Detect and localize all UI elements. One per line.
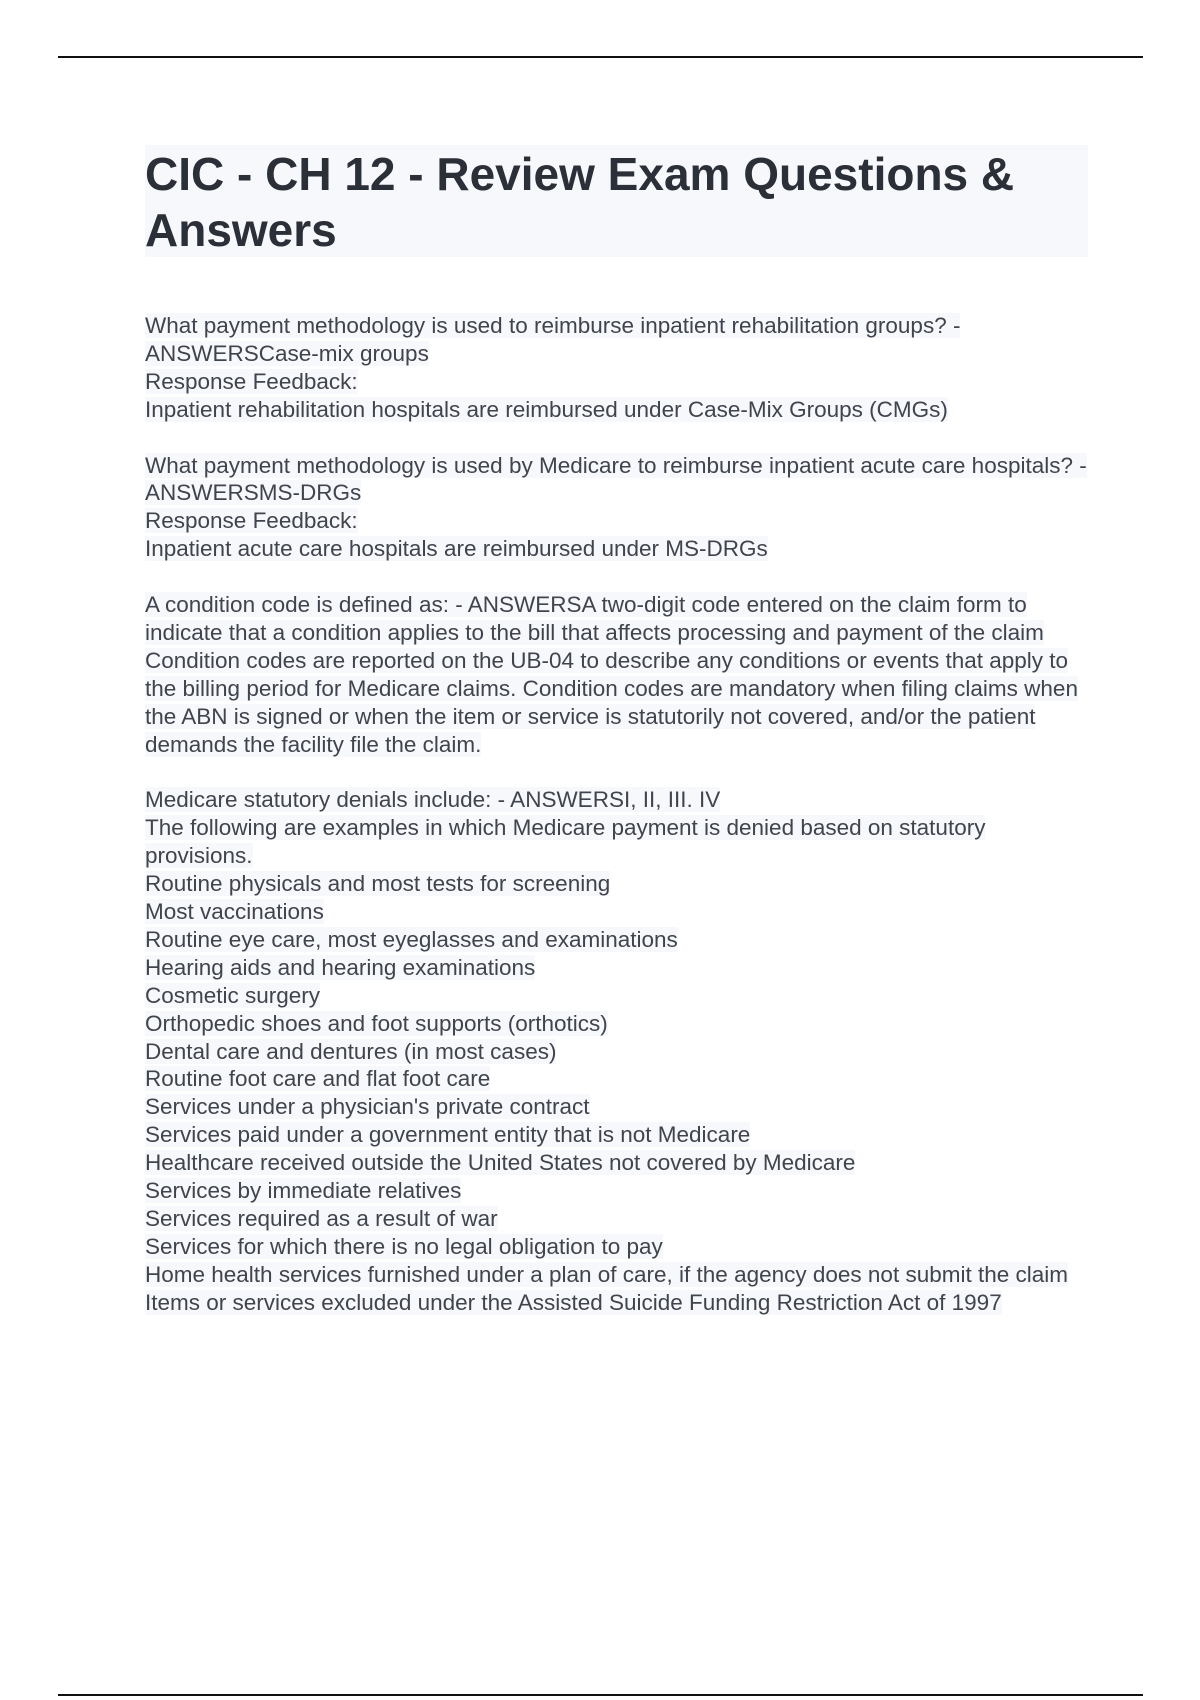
document-body [145,312,1090,1344]
list-item: Routine foot care and flat foot care [145,1066,491,1092]
page-title: CIC - CH 12 - Review Exam Questions & Answers [145,148,1015,256]
list-item: Most vaccinations [145,898,324,924]
top-rule [58,56,1143,58]
qa-item-2 [145,452,1090,564]
question-line: What payment methodology is used by Medicare to reimburse inpatient acute care hospitals? - ANSWERSMS-DRGs [145,452,1087,506]
qa-item-1 [145,312,1090,424]
feedback-text: The following are examples in which Medicare payment is denied based on statutory provisions. [145,815,986,869]
feedback-label: Response Feedback: [145,508,358,534]
list-item: Services under a physician's private contract [145,1094,590,1120]
list-item: Home health services furnished under a plan of care, if the agency does not submit the claim [145,1261,1069,1287]
bottom-rule [58,1694,1143,1696]
list-item: Routine eye care, most eyeglasses and examinations [145,926,678,952]
list-item: Services for which there is no legal obligation to pay [145,1233,663,1259]
feedback-label: Response Feedback: [145,368,358,394]
list-item: Orthopedic shoes and foot supports (orthotics) [145,1010,608,1036]
qa-item-4 [145,786,1090,1316]
list-item: Services by immediate relatives [145,1178,462,1204]
feedback-text: Condition codes are reported on the UB-04 to describe any conditions or events that apply to the billing period for Medicare claims. Condition codes are mandatory when filing claims when the ABN is signed or when the item or service is statutorily not covered, and/or the patient demands the facility file the claim. [145,647,1078,757]
list-item: Healthcare received outside the United States not covered by Medicare [145,1150,856,1176]
feedback-text: Inpatient rehabilitation hospitals are reimbursed under Case-Mix Groups (CMGs) [145,396,948,422]
feedback-text: Inpatient acute care hospitals are reimbursed under MS-DRGs [145,536,768,562]
question-line: A condition code is defined as: - ANSWERSA two-digit code entered on the claim form to indicate that a condition applies to the bill that affects processing and payment of the claim [145,592,1044,645]
list-item: Cosmetic surgery [145,982,321,1008]
list-item: Services paid under a government entity that is not Medicare [145,1122,751,1148]
question-line: Medicare statutory denials include: - ANSWERSI, II, III. IV [145,787,721,813]
question-line: What payment methodology is used to reimburse inpatient rehabilitation groups? - ANSWERSCase-mix groups [145,313,961,366]
list-item: Hearing aids and hearing examinations [145,954,536,980]
list-item: Items or services excluded under the Assisted Suicide Funding Restriction Act of 1997 [145,1289,1002,1315]
list-item: Services required as a result of war [145,1205,498,1231]
qa-item-3 [145,591,1090,758]
list-item: Routine physicals and most tests for screening [145,871,611,897]
list-item: Dental care and dentures (in most cases) [145,1038,557,1064]
